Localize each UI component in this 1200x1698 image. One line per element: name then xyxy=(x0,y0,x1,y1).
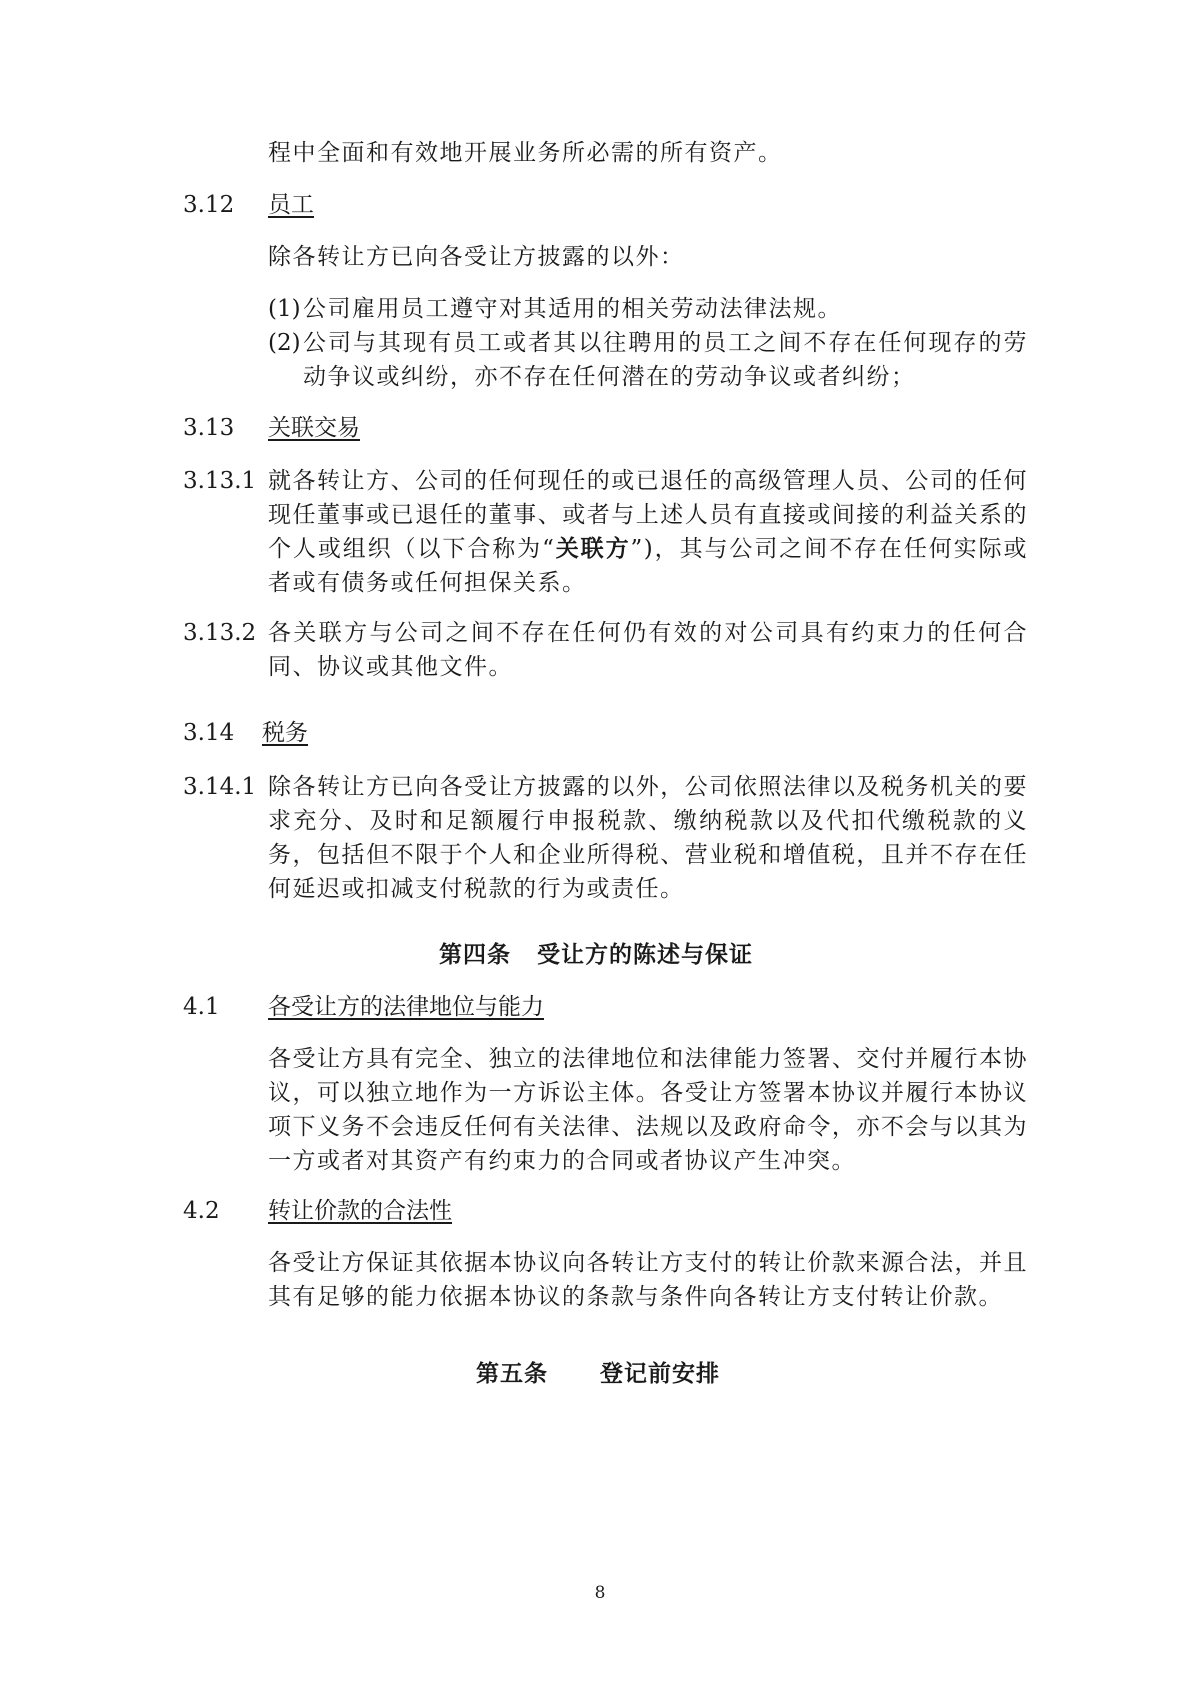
list-item-2-marker: (2) xyxy=(268,330,301,356)
article-5-title: 登记前安排 xyxy=(600,1360,720,1387)
section-3-12-intro: 除各转让方已向各受让方披露的以外： xyxy=(268,244,685,270)
article-5-label: 第五条 xyxy=(476,1360,548,1387)
page-number: 8 xyxy=(594,1583,606,1603)
continuation-paragraph: 程中全面和有效地开展业务所必需的所有资产。 xyxy=(268,140,783,166)
section-3-13-1-number: 3.13.1 xyxy=(183,468,257,494)
section-4-1-title: 各受让方的法律地位与能力 xyxy=(268,994,544,1020)
list-item-2-text: 公司与其现有员工或者其以往聘用的员工之间不存在任何现存的劳动争议或纠纷，亦不存在任何潜在的劳动争议或者纠纷； xyxy=(303,330,1028,390)
section-3-13-number: 3.13 xyxy=(183,415,235,441)
section-4-2-number: 4.2 xyxy=(183,1198,220,1224)
article-4-title: 受让方的陈述与保证 xyxy=(537,941,753,968)
article-5-heading xyxy=(0,1357,1198,1391)
article-4-label: 第四条 xyxy=(439,941,511,968)
section-3-13-1-text-b: ”)，其与公司之间不存在任何实际或者或有债务或任何担保关系。 xyxy=(268,536,1028,596)
section-4-2-text: 各受让方保证其依据本协议向各转让方支付的转让价款来源合法，并且其有足够的能力依据本协议的条款与条件向各转让方支付转让价款。 xyxy=(268,1250,1028,1310)
section-3-14-title: 税务 xyxy=(262,720,308,746)
section-3-13-2-number: 3.13.2 xyxy=(183,620,257,646)
related-party-term: 关联方 xyxy=(555,535,631,562)
list-item-1-marker: (1) xyxy=(268,296,301,322)
list-item-1-text: 公司雇用员工遵守对其适用的相关劳动法律法规。 xyxy=(303,296,842,322)
section-3-12-number: 3.12 xyxy=(183,192,235,218)
section-3-14-1-text: 除各转让方已向各受让方披露的以外，公司依照法律以及税务机关的要求充分、及时和足额履行申报税款、缴纳税款以及代扣代缴税款的义务，包括但不限于个人和企业所得税、营业税和增值税，且并不存在任何延迟或扣减支付税款的行为或责任。 xyxy=(268,774,1028,902)
section-3-12-title: 员工 xyxy=(268,192,314,218)
section-3-13-1-text-a: 就各转让方、公司的任何现任的或已退任的高级管理人员、公司的任何现任董事或已退任的董事、或者与上述人员有直接或间接的利益关系的个人或组织（以下合称为“ xyxy=(268,468,1028,562)
section-3-13-1-text xyxy=(268,464,1028,600)
section-3-14-number: 3.14 xyxy=(183,720,235,746)
section-3-14-1-number: 3.14.1 xyxy=(183,774,257,800)
section-3-13-2-text: 各关联方与公司之间不存在任何仍有效的对公司具有约束力的任何合同、协议或其他文件。 xyxy=(268,620,1028,680)
article-4-heading xyxy=(0,938,1196,972)
section-4-2-title: 转让价款的合法性 xyxy=(268,1198,452,1224)
section-4-1-text: 各受让方具有完全、独立的法律地位和法律能力签署、交付并履行本协议，可以独立地作为一方诉讼主体。各受让方签署本协议并履行本协议项下义务不会违反任何有关法律、法规以及政府命令，亦不会与以其为一方或者对其资产有约束力的合同或者协议产生冲突。 xyxy=(268,1046,1028,1174)
section-3-13-title: 关联交易 xyxy=(268,415,360,441)
section-4-1-number: 4.1 xyxy=(183,994,220,1020)
